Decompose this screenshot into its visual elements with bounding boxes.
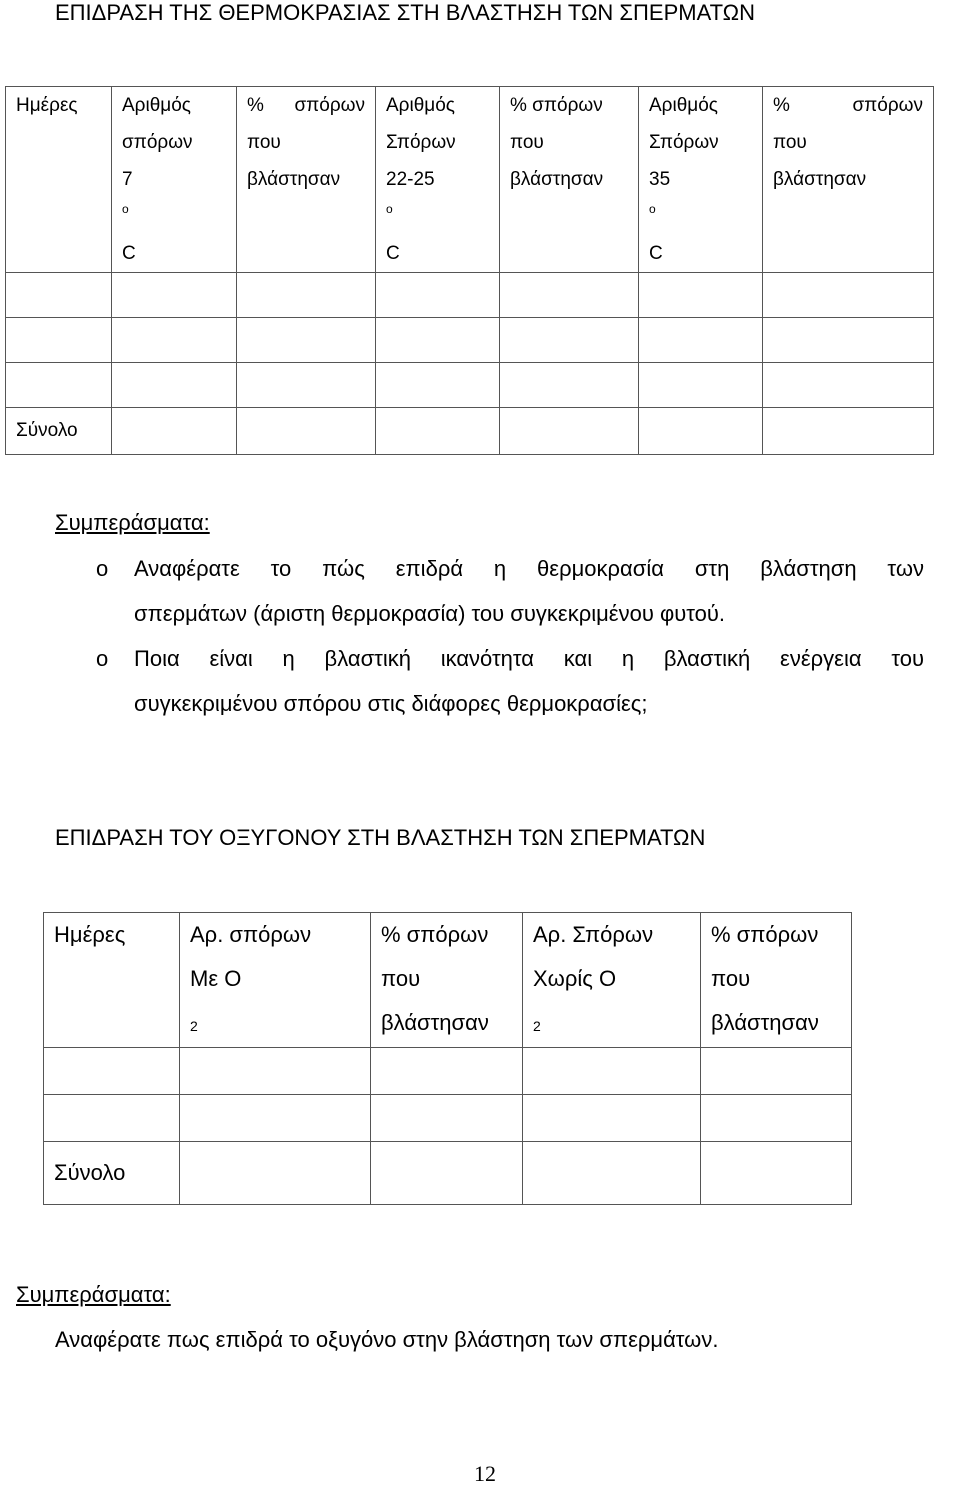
section1-title: ΕΠΙΔΡΑΣΗ ΤΗΣ ΘΕΡΜΟΚΡΑΣΙΑΣ ΣΤΗ ΒΛΑΣΤΗΣΗ ΤΩΝ ΣΠΕΡΜΑΤΩΝ (55, 0, 755, 25)
header-cell-count-22c: Αριθμός Σπόρων 22-25 o C (376, 87, 500, 273)
header-cell-pct-without-o2: % σπόρων που βλάστησαν (701, 913, 852, 1048)
bullet-marker: o (96, 556, 109, 581)
header-cell-count-7c: Αριθμός σπόρων 7 o C (112, 87, 237, 273)
header-cell-count-with-o2: Αρ. σπόρων Με Ο 2 (180, 913, 371, 1048)
table-header-row (6, 87, 934, 273)
table-total-row (6, 408, 934, 455)
temperature-table (5, 86, 934, 455)
page-number: 12 (474, 1461, 496, 1486)
bullet-marker: o (96, 646, 109, 671)
header-cell-count-35c: Αριθμός Σπόρων 35 o C (639, 87, 763, 273)
table-row (6, 318, 934, 363)
table-header-row (44, 913, 852, 1048)
total-label: Σύνολο (6, 408, 112, 455)
table-total-row (44, 1142, 852, 1205)
header-cell-pct-7c: % σπόρων που βλάστησαν (237, 87, 376, 273)
header-cell-pct-22c: % σπόρων που βλάστησαν (500, 87, 639, 273)
bullet-item-2: o Ποια είναι η βλαστική ικανότητα και η βλαστική ενέργεια του συγκεκριμένου σπόρου στις διάφορες θερμοκρασίες; (96, 646, 924, 716)
header-cell-count-without-o2: Αρ. Σπόρων Χωρίς Ο 2 (523, 913, 701, 1048)
bullet-item-1: o Αναφέρατε το πώς επιδρά η θερμοκρασία στη βλάστηση των σπερμάτων (άριστη θερμοκρασία) του συγκεκριμένου φυτού. (96, 556, 924, 626)
table-row (44, 1095, 852, 1142)
table-row (44, 1048, 852, 1095)
section2-title: ΕΠΙΔΡΑΣΗ ΤΟΥ ΟΞΥΓΟΝΟΥ ΣΤΗ ΒΛΑΣΤΗΣΗ ΤΩΝ ΣΠΕΡΜΑΤΩΝ (55, 825, 706, 850)
table-row (6, 273, 934, 318)
header-cell-days: Ημέρες (44, 913, 180, 1048)
header-cell-pct-with-o2: % σπόρων που βλάστησαν (371, 913, 523, 1048)
oxygen-table (43, 912, 852, 1205)
total-label: Σύνολο (44, 1142, 180, 1205)
header-cell-days: Ημέρες (6, 87, 112, 273)
table-row (6, 363, 934, 408)
header-cell-pct-35c: % σπόρων που βλάστησαν (763, 87, 934, 273)
conclusions-label-1: Συμπεράσματα: (55, 510, 210, 535)
conclusion-text: Αναφέρατε πως επιδρά το οξυγόνο στην βλάστηση των σπερμάτων. (55, 1327, 719, 1352)
conclusions-label-2: Συμπεράσματα: (16, 1282, 171, 1307)
